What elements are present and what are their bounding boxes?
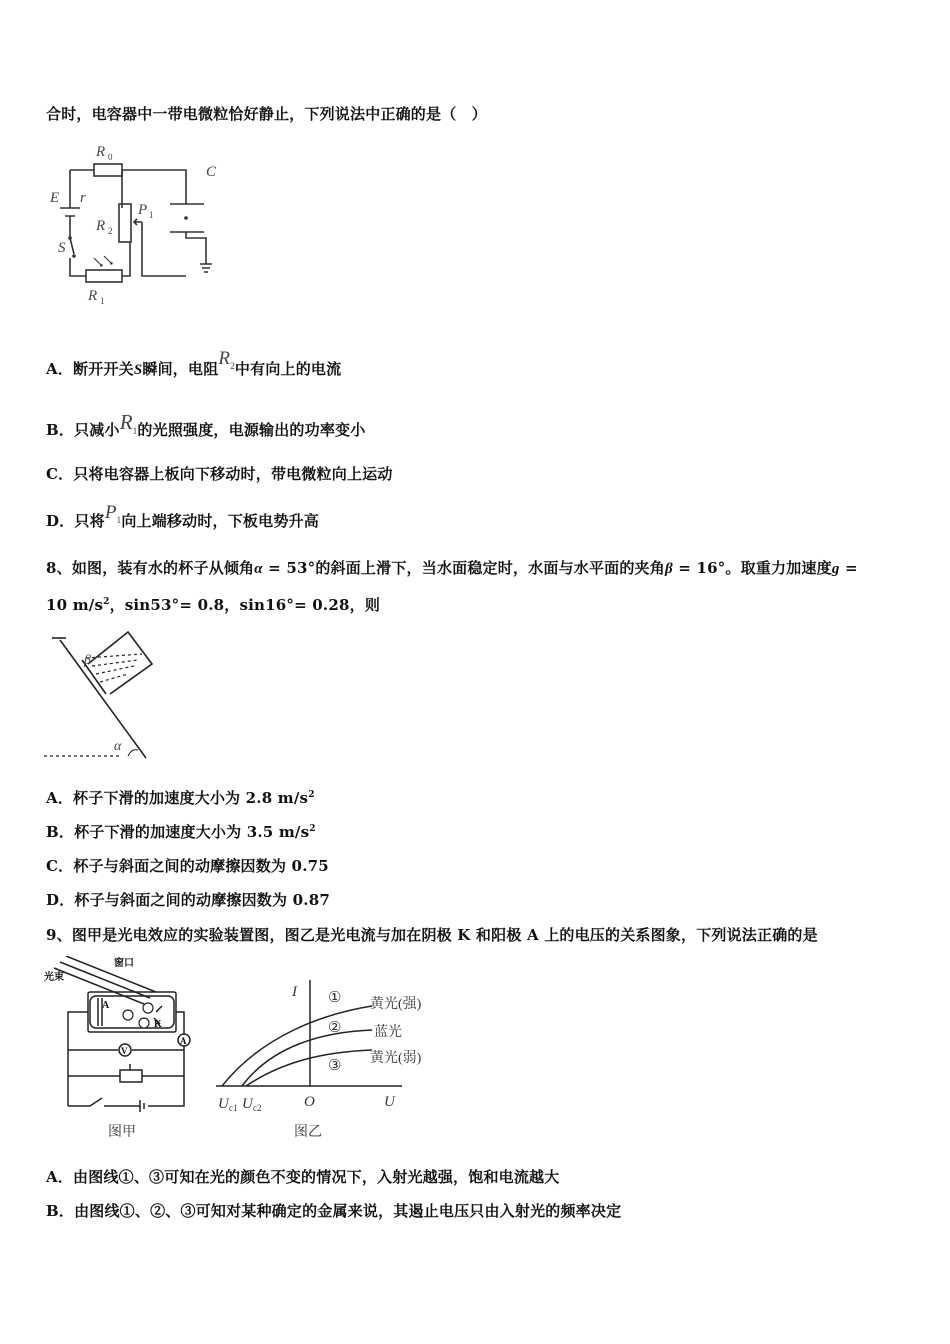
q8-incline-cup-diagram [42, 630, 172, 760]
symbol-r2: $R_2$ [218, 348, 235, 371]
caption-jia: 图甲 [108, 1125, 136, 1140]
curve-marker-2: ② [328, 1020, 342, 1036]
q7-option-b: B．只减小$R_1$的光照强度，电源输出的功率变小 [46, 410, 366, 439]
q9-figure-yi [212, 976, 452, 1142]
label-p1: P [138, 202, 148, 218]
q7-option-a: A．断开开关S瞬间，电阻$R_2$中有向上的电流 [46, 348, 342, 378]
q8-option-c: C．杯子与斜面之间的动摩擦因数为 0.75 [46, 857, 329, 875]
curve-yellow-weak [246, 1050, 372, 1086]
q8-option-d: D．杯子与斜面之间的动摩擦因数为 0.87 [46, 891, 330, 909]
axis-label-i: I [292, 984, 297, 1000]
label-cathode-k: K [154, 1019, 162, 1030]
q8-option-b: B．杯子下滑的加速度大小为 3.5 $m/s^2$ [46, 823, 316, 841]
label-s: S [58, 240, 66, 256]
q9-option-a: A．由图线①、③可知在光的颜色不变的情况下，入射光越强，饱和电流越大 [46, 1168, 560, 1186]
svg-text:0: 0 [108, 152, 113, 162]
legend-yellow-weak: 黄光(弱) [370, 1051, 422, 1066]
q7-option-d: D．只将$P_1$向上端移动时，下板电势升高 [46, 502, 319, 530]
label-r1: R [88, 288, 98, 304]
caption-yi: 图乙 [294, 1125, 322, 1140]
curve-yellow-strong [222, 1006, 372, 1086]
symbol-r1: $R_1$ [119, 410, 138, 437]
q7-stem: 合时，电容器中一带电微粒恰好静止，下列说法中正确的是（ ） [46, 105, 487, 123]
q9-option-b: B．由图线①、②、③可知对某种确定的金属来说，其遏止电压只由入射光的频率决定 [46, 1202, 622, 1220]
svg-text:2: 2 [108, 226, 113, 236]
svg-text:c2: c2 [253, 1103, 262, 1113]
label-c: C [206, 164, 217, 180]
svg-text:1: 1 [100, 296, 105, 306]
q8-stem-line2: 10 $m/s^2$，sin53°= 0.8，sin16°= 0.28，则 [46, 596, 381, 614]
label-uc1: U [218, 1096, 229, 1112]
q9-figure-jia [44, 956, 204, 1142]
legend-yellow-strong: 黄光(强) [370, 997, 422, 1012]
curve-blue [242, 1030, 372, 1086]
q8-stem-line1: 8、如图，装有水的杯子从倾角α = 53°的斜面上滑下，当水面稳定时，水面与水平面的夹角β = 16°。取重力加速度g = [46, 559, 858, 577]
voltmeter-symbol: V [121, 1046, 128, 1056]
label-r2: R [96, 218, 106, 234]
q9-stem: 9、图甲是光电效应的实验装置图，图乙是光电流与加在阴极 K 和阳极 A 上的电压的关系图象，下列说法正确的是 [46, 926, 818, 944]
curve-marker-1: ① [328, 990, 342, 1006]
label-e: E [50, 190, 60, 206]
label-r0: R [96, 144, 106, 160]
origin-label: O [304, 1094, 315, 1110]
q8-option-a: A．杯子下滑的加速度大小为 2.8 $m/s^2$ [46, 789, 315, 807]
label-alpha: α [114, 739, 122, 754]
axis-label-u: U [384, 1094, 395, 1110]
label-uc2: U [242, 1096, 253, 1112]
q7-circuit-diagram [46, 138, 236, 308]
ammeter-symbol: A [180, 1036, 187, 1046]
curve-marker-3: ③ [328, 1058, 342, 1074]
svg-text:1: 1 [149, 210, 154, 220]
label-beta: β [84, 653, 91, 668]
q7-option-c: C．只将电容器上板向下移动时，带电微粒向上运动 [46, 465, 393, 483]
label-window: 窗口 [114, 958, 134, 969]
label-anode-a: A [102, 1000, 110, 1011]
label-r: r [80, 190, 86, 206]
legend-blue: 蓝光 [374, 1025, 402, 1040]
svg-text:c1: c1 [229, 1103, 238, 1113]
symbol-p1: $P_1$ [104, 502, 122, 525]
label-beam: 光束 [44, 972, 64, 983]
